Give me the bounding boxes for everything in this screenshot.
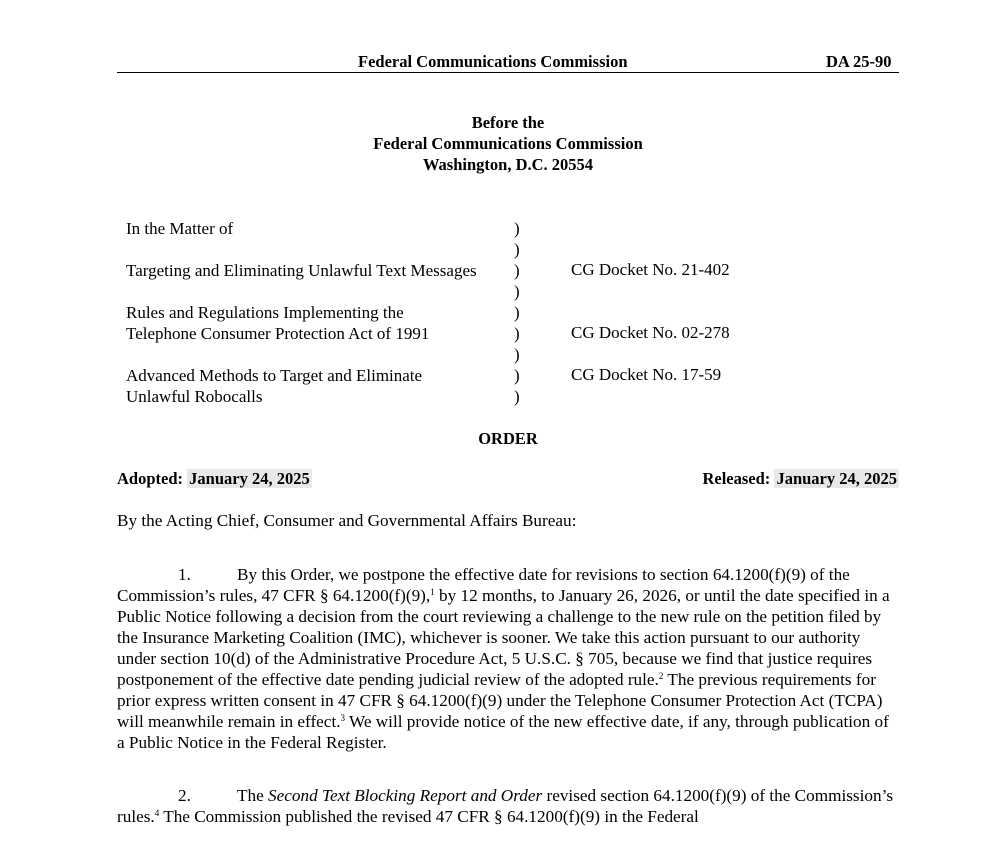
released-label: Released: (702, 469, 771, 488)
caption-item-tcpa-line2: Telephone Consumer Protection Act of 1991 (126, 324, 430, 343)
header-agency: Federal Communications Commission (358, 52, 628, 71)
paragraph-text: by 12 months, to January 26, 2026, or until the date specified in a Public Notice following a decision from the court reviewing a challenge to the new rule on the petition filed by the Insurance Marketing Coalition (IMC), whichever is sooner. We take this action pursuant to our authority under section 10(d) of the Administrative Procedure Act, 5 U.S.C. § 705, because we find that justice requires postponement of the effective date pending judicial review of the adopted rule. (117, 586, 890, 689)
paragraph-text: The Commission published the revised 47 CFR § 64.1200(f)(9) in the Federal (159, 807, 699, 826)
paragraph-text: By this Order, we postpone the effective date for revisions to section 64.1200(f)(9) of the Commission’s rules, 47 CFR § 64.1200(f)(9), (117, 565, 850, 605)
docket-21-402: CG Docket No. 21-402 (571, 260, 730, 279)
caption-paren: ) (514, 303, 520, 322)
caption-paren: ) (514, 282, 520, 301)
caption-paren: ) (514, 387, 520, 406)
footnote-ref: 2 (658, 671, 664, 681)
released-date (702, 469, 899, 489)
caption-item-robocalls-line1: Advanced Methods to Target and Eliminate (126, 366, 423, 385)
caption-item-tcpa-line1: Rules and Regulations Implementing the (126, 303, 404, 322)
caption-paren: ) (514, 324, 520, 343)
docket-02-278: CG Docket No. 02-278 (571, 323, 730, 342)
paragraph-2 (117, 785, 899, 827)
paragraph-text: The previous requirements for prior express written consent in 47 CFR § 64.1200(f)(9) under the Telephone Consumer Protection Act (TCPA) will meanwhile remain in effect. (117, 670, 883, 731)
footnote-ref: 4 (154, 808, 160, 818)
header-doc-number: DA 25-90 (826, 52, 892, 71)
released-value: January 24, 2025 (776, 469, 897, 488)
title-agency: Federal Communications Commission (373, 134, 643, 153)
caption-paren: ) (514, 261, 520, 280)
header-rule (117, 72, 899, 73)
footnote-ref: 3 (340, 713, 346, 723)
caption-paren: ) (514, 219, 520, 238)
caption-paren: ) (514, 366, 520, 385)
footnote-ref: 1 (430, 587, 435, 597)
title-address: Washington, D.C. 20554 (422, 155, 594, 174)
caption-matter-intro: In the Matter of (126, 219, 234, 238)
paragraph-text: revised section 64.1200(f)(9) of the Commission’s rules. (117, 786, 894, 826)
caption-paren: ) (514, 240, 520, 259)
paragraph-number: 2. (178, 786, 191, 805)
paragraph-number: 1. (178, 565, 191, 584)
byline: By the Acting Chief, Consumer and Governmental Affairs Bureau: (117, 511, 577, 530)
order-title: ORDER (478, 429, 538, 448)
docket-17-59: CG Docket No. 17-59 (571, 365, 722, 384)
caption-item-text-messages: Targeting and Eliminating Unlawful Text Messages (126, 261, 477, 280)
title-before: Before the (471, 113, 545, 132)
adopted-value: January 24, 2025 (189, 469, 310, 488)
caption-item-robocalls-line2: Unlawful Robocalls (126, 387, 263, 406)
adopted-date (117, 469, 312, 489)
paragraph-text: We will provide notice of the new effective date, if any, through publication of a Public Notice in the Federal Register. (117, 712, 889, 752)
caption-paren: ) (514, 345, 520, 364)
paragraph-1 (117, 564, 899, 753)
report-title: Second Text Blocking Report and Order (268, 786, 543, 805)
adopted-label: Adopted: (117, 469, 184, 488)
paragraph-text: The (237, 786, 269, 805)
